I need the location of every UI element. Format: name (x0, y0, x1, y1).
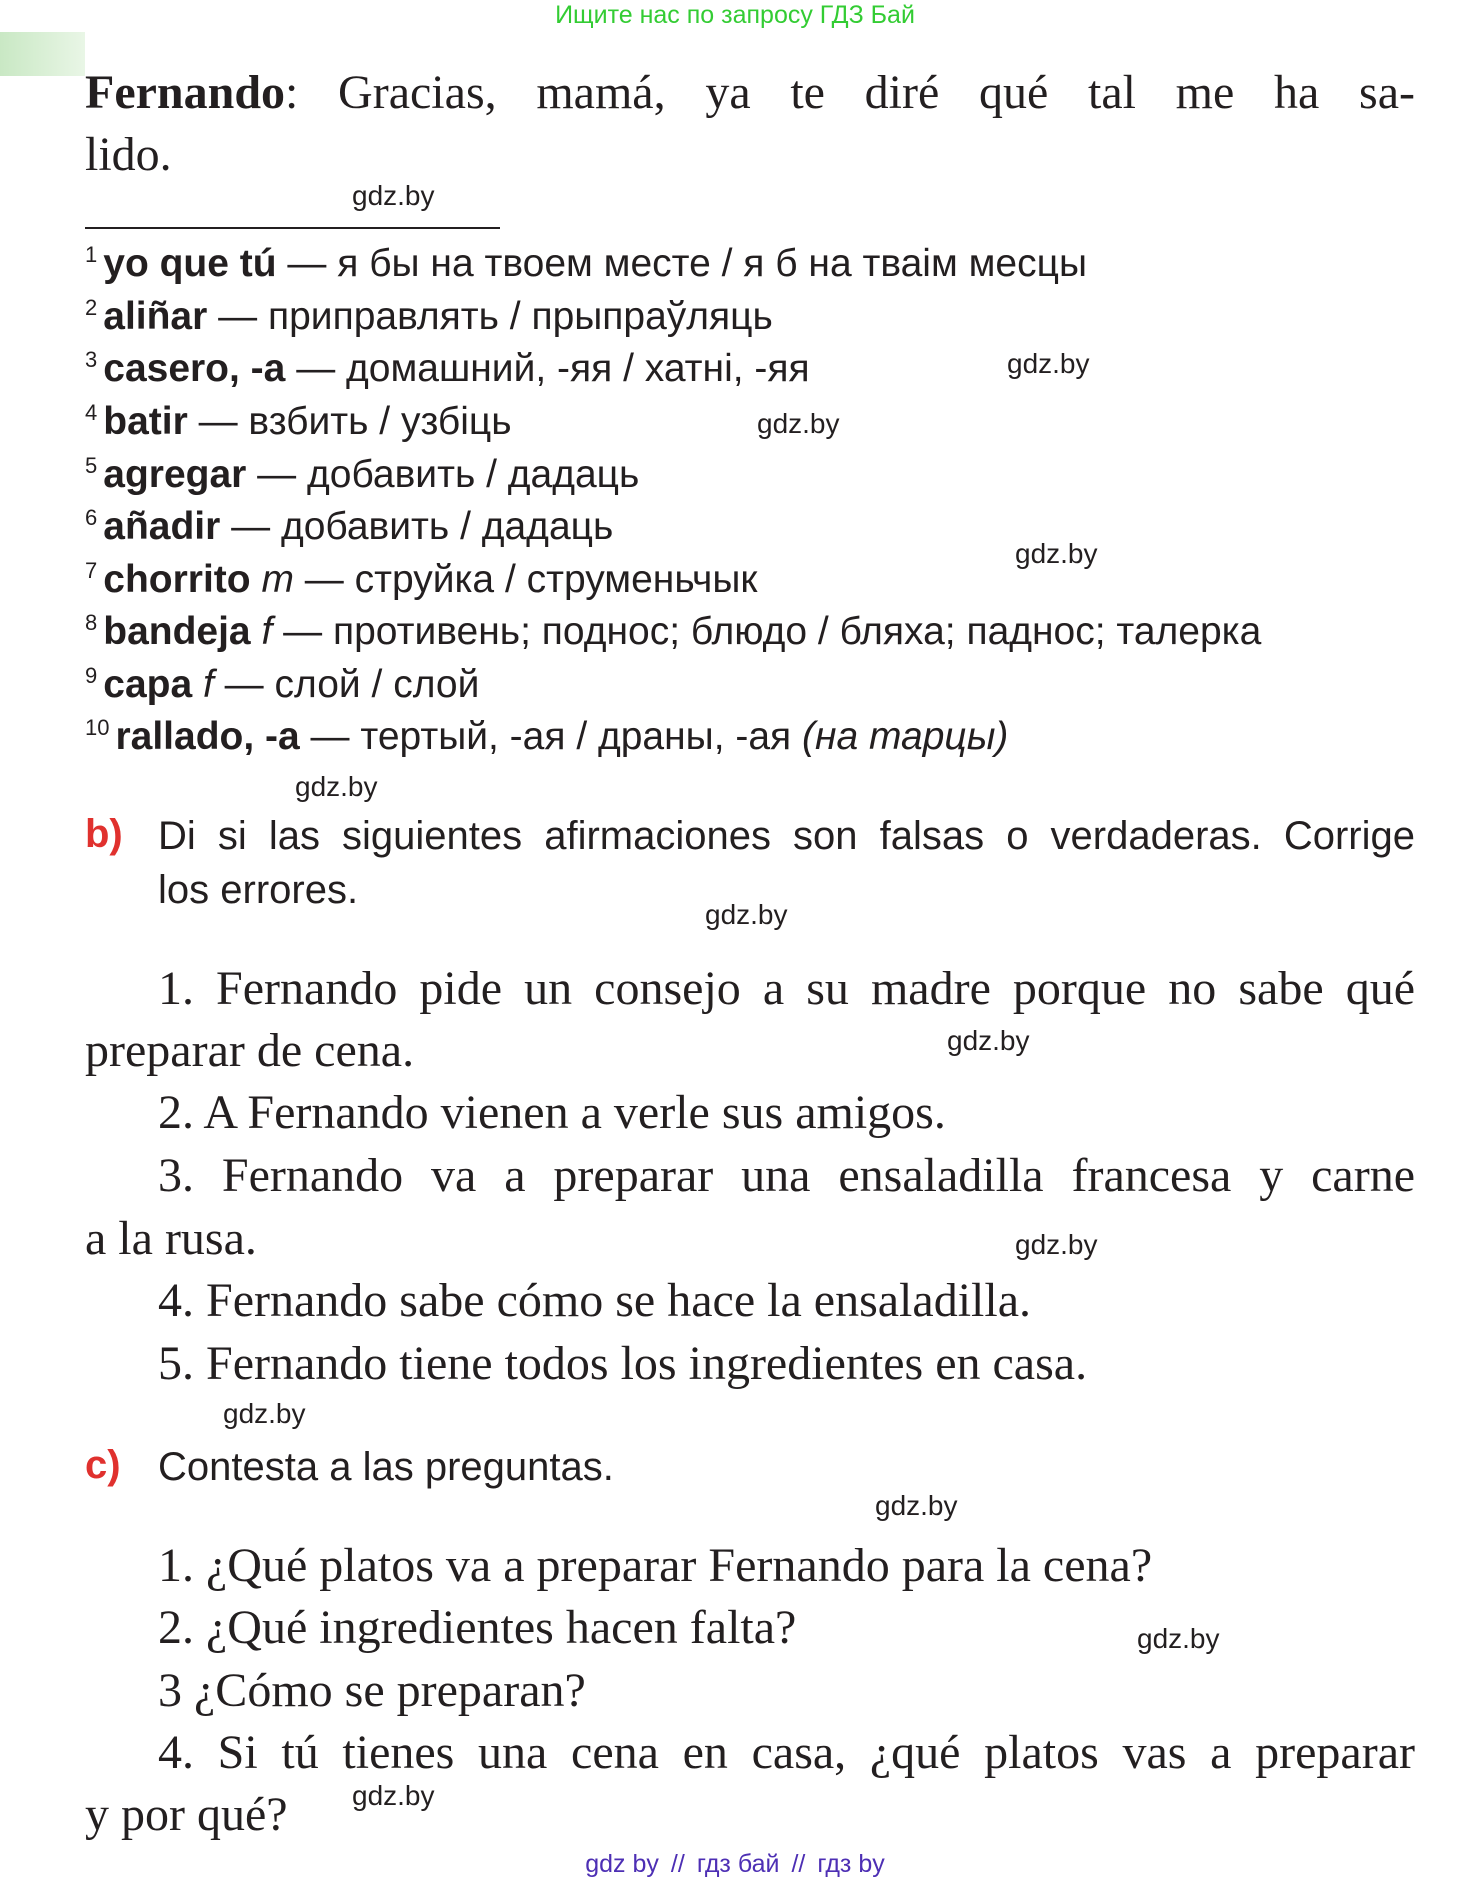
speaker-name: Fernando (85, 66, 286, 119)
footnote-number: 8 (85, 610, 98, 635)
footnote-term: aliñar (103, 295, 208, 338)
footer-link-gdz-by[interactable]: gdz by (585, 1850, 659, 1878)
watermark: gdz.by (223, 1398, 306, 1429)
footnote-number: 1 (85, 242, 98, 267)
dialogue-text: : Gracias, mamá, ya te diré qué tal me ha sa- (285, 66, 1415, 119)
statement-4: 4. Fernando sabe cómo se hace la ensaladilla. (158, 1274, 1031, 1327)
footnote-term: agregar (103, 453, 247, 496)
watermark: gdz.by (947, 1025, 1030, 1056)
question-2: 2. ¿Qué ingredientes hacen falta? (158, 1601, 797, 1654)
footnote-gloss: — струйка / струменьчык (293, 558, 758, 601)
footnote-number: 10 (85, 715, 110, 740)
footnote-number: 5 (85, 453, 98, 478)
footnote-7 (85, 554, 757, 611)
footnote-term: añadir (103, 505, 221, 548)
footnote-gloss: — взбить / узбіць (187, 400, 512, 443)
dialogue-line (85, 62, 1415, 124)
footer-link-gdz-by-cyr[interactable]: гдз by (817, 1850, 885, 1878)
section-c-instruction: Contesta a las preguntas. (158, 1445, 614, 1489)
dialogue-line-end: lido. (85, 128, 172, 181)
section-b-letter: b) (85, 812, 123, 856)
footnote-2 (85, 291, 773, 348)
footnote-gloss: — домашний, -яя / хатні, -яя (285, 347, 810, 390)
footnote-gloss: — добавить / дадаць (246, 453, 640, 496)
footnote-term: capa (103, 663, 193, 706)
footnote-gloss: — тертый, -ая / драны, -ая (299, 715, 802, 758)
footnote-number: 2 (85, 295, 98, 320)
statement-2: 2. A Fernando vienen a verle sus amigos. (158, 1086, 946, 1139)
page-corner-tab (0, 32, 85, 76)
statement-1-end: preparar de cena. (85, 1024, 415, 1077)
footnote-term: chorrito (103, 558, 251, 601)
watermark: gdz.by (1015, 538, 1098, 569)
watermark: gdz.by (705, 899, 788, 930)
footnote-note: (на тарцы) (802, 715, 1009, 758)
statement-5: 5. Fernando tiene todos los ingredientes en casa. (158, 1337, 1088, 1390)
question-1: 1. ¿Qué platos va a preparar Fernando para la cena? (158, 1539, 1153, 1592)
footnote-gender: f (261, 610, 273, 653)
footnote-number: 9 (85, 663, 98, 688)
footnote-9 (85, 659, 479, 716)
footnote-6 (85, 501, 613, 558)
footnote-gender: m (261, 558, 294, 601)
watermark: gdz.by (352, 1780, 435, 1811)
footnote-8 (85, 606, 1261, 663)
footnote-gloss: — противень; поднос; блюдо / бляха; паднос; талерка (272, 610, 1262, 653)
footnote-number: 6 (85, 505, 98, 530)
question-4-end: y por qué? (85, 1788, 288, 1841)
footnote-number: 7 (85, 558, 98, 583)
footnote-gloss: — я бы на твоем месте / я б на тваім месцы (276, 242, 1087, 285)
watermark: gdz.by (1007, 348, 1090, 379)
footnote-gloss: — слой / слой (213, 663, 480, 706)
footnote-term: yo que tú (103, 242, 277, 285)
statement-1: 1. Fernando pide un consejo a su madre porque no sabe qué (158, 962, 1415, 1015)
watermark: gdz.by (1015, 1229, 1098, 1260)
footnote-divider (85, 227, 500, 229)
watermark: gdz.by (1137, 1623, 1220, 1654)
question-3: 3 ¿Cómo se preparan? (158, 1664, 586, 1717)
footnote-3 (85, 343, 810, 400)
footnote-term: batir (103, 400, 188, 443)
section-b-instruction-end: los errores. (158, 868, 359, 912)
footer-separator: // (791, 1850, 806, 1878)
footnote-5 (85, 449, 639, 506)
footnote-number: 3 (85, 347, 98, 372)
watermark: gdz.by (757, 408, 840, 439)
watermark: gdz.by (352, 180, 435, 211)
footnote-gloss: — добавить / дадаць (220, 505, 614, 548)
footnote-term: casero, -a (103, 347, 286, 390)
question-4: 4. Si tú tienes una cena en casa, ¿qué platos vas a preparar (158, 1726, 1415, 1779)
footnote-number: 4 (85, 400, 98, 425)
footnote-term: rallado, -a (115, 715, 300, 758)
statement-3: 3. Fernando va a preparar una ensaladilla francesa y carne (158, 1149, 1415, 1202)
watermark: gdz.by (295, 771, 378, 802)
footnote-1 (85, 238, 1087, 295)
footnote-10 (85, 711, 1008, 768)
footnote-gender: f (203, 663, 214, 706)
top-banner: Ищите нас по запросу ГДЗ Бай (555, 1, 915, 29)
watermark: gdz.by (875, 1490, 958, 1521)
footer-link-gdz-bai[interactable]: гдз бай (696, 1850, 780, 1878)
section-b-instruction: Di si las siguientes afirmaciones son falsas o verdaderas. Corrige (158, 814, 1415, 858)
statement-3-end: a la rusa. (85, 1212, 257, 1265)
footer-separator: // (670, 1850, 685, 1878)
section-c-letter: c) (85, 1443, 121, 1487)
footnote-term: bandeja (103, 610, 251, 653)
footnote-4 (85, 396, 512, 453)
footnote-gloss: — приправлять / прыпраўляць (207, 295, 773, 338)
